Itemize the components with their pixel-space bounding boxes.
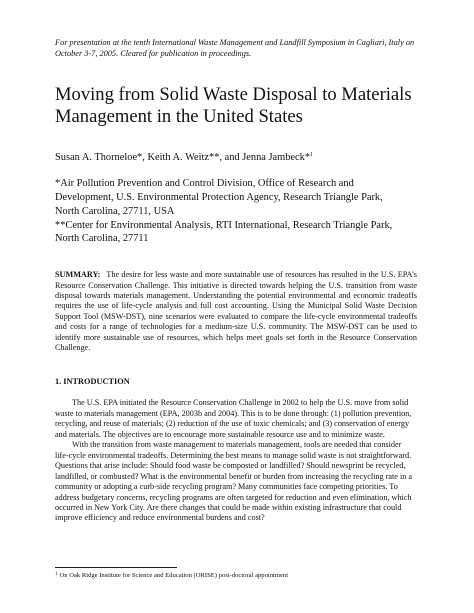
author-list (55, 151, 417, 164)
summary-text: The desire for less waste and more sustainable use of resources has resulted in the U.S. EPA’s Resource Conservation Challenge. This initiative is directed towards helping the U.S. transition from waste disposal towards materials management. Understanding the potential environmental and economic tradeoffs requires the use of life-cycle analysis and full cost accounting. Using the Municipal Solid Waste Decision Support Tool (MSW-DST), nine scenarios were evaluated to compare the life-cycle environmental tradeoffs and costs for a range of technologies for a medium-size U.S. community. The MSW-DST can be used to identify more sustainable use of resources, which helps meet goals set forth in the Resource Conservation Challenge. (55, 270, 417, 353)
affiliation-line: **Center for Environmental Analysis, RTI International, Research Triangle Park, (55, 219, 393, 231)
author-footnote-mark: 1 (310, 152, 314, 159)
affiliation-line: North Carolina, 27711 (55, 233, 149, 245)
section-heading-introduction: 1. INTRODUCTION (55, 377, 130, 387)
affiliation-line: *Air Pollution Prevention and Control Division, Office of Research and (55, 178, 354, 190)
author-names: Susan A. Thorneloe*, Keith A. Weitz**, and Jenna Jambeck* (55, 152, 311, 164)
title-line-2: Management in the United States (55, 106, 303, 128)
body-paragraph: With the transition from waste management to materials management, tools are needed that consider life-cycle environmental tradeoffs. Determining the best means to manage solid waste is not straightforward. Questions that arise include: Should food waste be composted or landfilled? Should newsprint be recycled, landfilled, or combusted? What is the environmental benefit or burden from increasing the recycling rate in a community or adopting a curb-side recycling program? Many communities face competing priorities. To address budgetary concerns, recycling programs are often targeted for reduction and even elimination, which occurred in New York City. Are there changes that could be made within existing infrastructure that could improve efficiency and reduce environmental burdens and cost? (55, 440, 413, 523)
affiliations (55, 177, 417, 246)
introduction-body (55, 398, 417, 523)
footnote-text: On Oak Ridge Institute for Science and Education (ORISE) post-doctoral appointment (59, 572, 289, 579)
paper-title (55, 84, 417, 128)
summary-paragraph (55, 270, 417, 353)
summary-label: SUMMARY: (55, 270, 101, 280)
footnote-divider (55, 567, 177, 568)
footnote-mark: 1 (55, 572, 58, 577)
affiliation-line: North Carolina, 27711, USA (55, 205, 175, 217)
paper-page (55, 38, 417, 524)
affiliation-line: Development, U.S. Environmental Protection Agency, Research Triangle Park, (55, 191, 383, 203)
footnote (55, 572, 288, 580)
body-paragraph: The U.S. EPA initiated the Resource Conservation Challenge in 2002 to help the U.S. move from solid waste to materials management (EPA, 2003b and 2004). This is to be done through: (1) pollution prevention, recycling, and reuse of materials; (2) reduction of the use of toxic chemicals; and (3) conservation of energy and materials. The objectives are to encourage more sustainable resource use and to minimize waste. (55, 398, 412, 439)
presentation-note: For presentation at the tenth International Waste Management and Landfill Symposium in Cagliari, Italy on October 3-7, 2005. Cleared for publication in proceedings. (55, 38, 415, 58)
title-line-1: Moving from Solid Waste Disposal to Materials (55, 84, 412, 106)
